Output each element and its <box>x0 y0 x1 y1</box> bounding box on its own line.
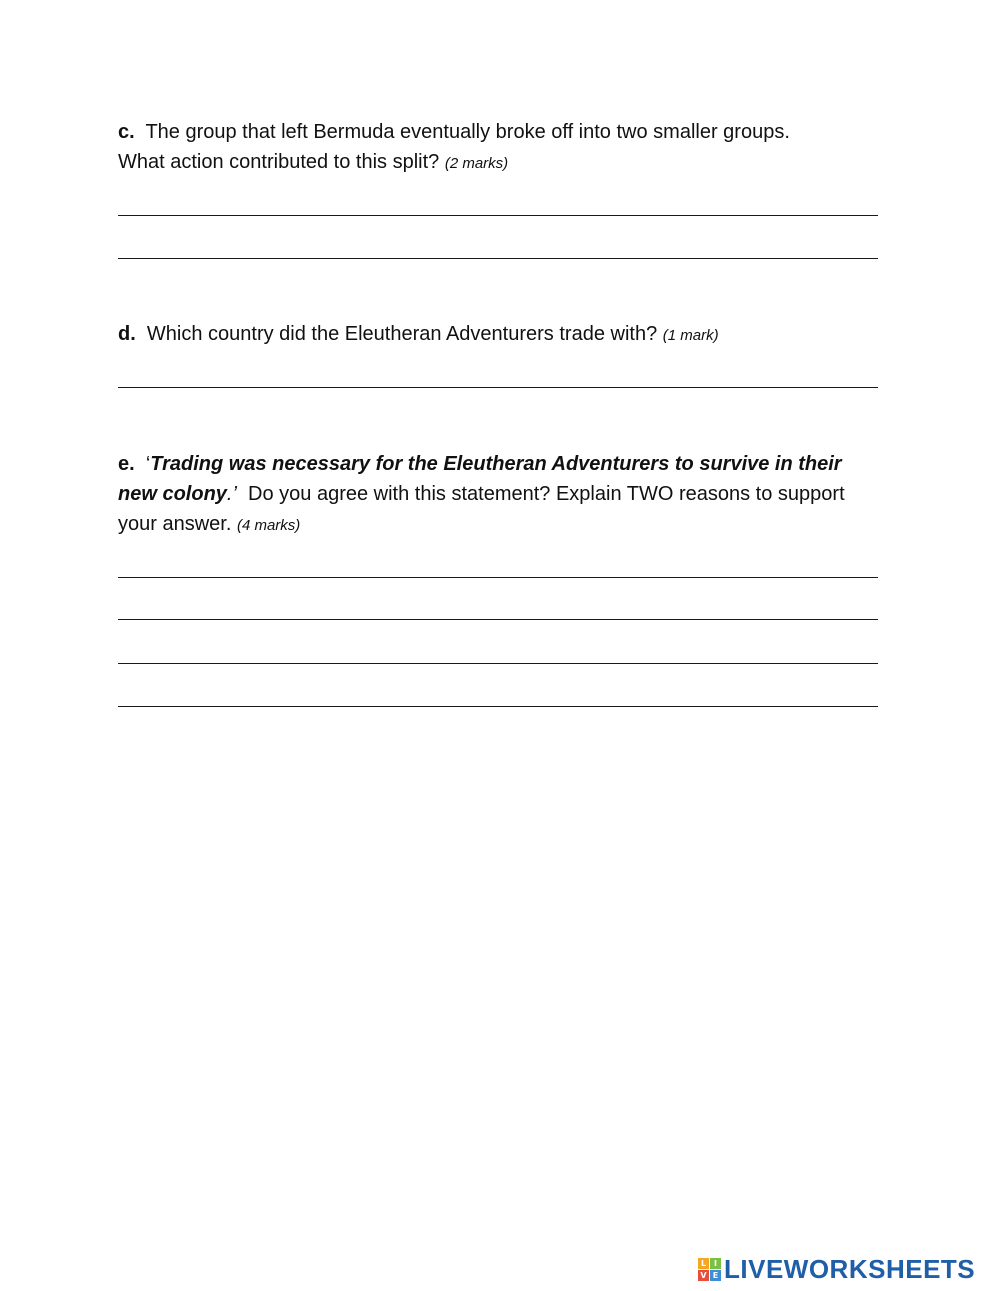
question-e <box>118 449 883 541</box>
answer-line-c-2[interactable] <box>118 258 878 259</box>
question-c <box>118 117 883 179</box>
question-e-marks: (4 marks) <box>236 517 301 534</box>
logo-text: LIVEWORKSHEETS <box>724 1253 976 1284</box>
logo-tile-e: E <box>710 1270 721 1281</box>
question-e-text: Do you agree with this statement? Explain TWO reasons to support your answer. <box>118 483 845 535</box>
logo-tile-v: V <box>698 1270 709 1281</box>
answer-line-d-1[interactable] <box>118 387 878 388</box>
question-c-text-line1: The group that left Bermuda eventually broke off into two smaller groups. <box>145 121 790 143</box>
question-e-close-quote: .’ <box>226 483 237 505</box>
liveworksheets-logo <box>698 1254 975 1284</box>
question-c-marks: (2 marks) <box>444 155 509 172</box>
question-c-text-line2: What action contributed to this split? <box>118 151 440 173</box>
question-d-marks: (1 mark) <box>662 327 719 344</box>
question-e-quote: Trading was necessary for the Eleutheran Adventurers to survive in their new colony <box>118 453 842 505</box>
logo-tile-l: L <box>698 1258 709 1269</box>
question-d-letter: d. <box>118 323 136 345</box>
question-d-text: Which country did the Eleutheran Adventurers trade with? <box>146 323 658 345</box>
answer-line-e-2[interactable] <box>118 619 878 620</box>
question-d <box>118 319 883 351</box>
logo-mark-icon <box>698 1258 721 1281</box>
answer-line-c-1[interactable] <box>118 215 878 216</box>
answer-line-e-4[interactable] <box>118 706 878 707</box>
question-e-letter: e. <box>118 453 135 475</box>
answer-line-e-3[interactable] <box>118 663 878 664</box>
question-c-letter: c. <box>118 121 135 143</box>
logo-tile-i: I <box>710 1258 721 1269</box>
question-e-open-quote: ‘ <box>145 453 151 475</box>
answer-line-e-1[interactable] <box>118 577 878 578</box>
